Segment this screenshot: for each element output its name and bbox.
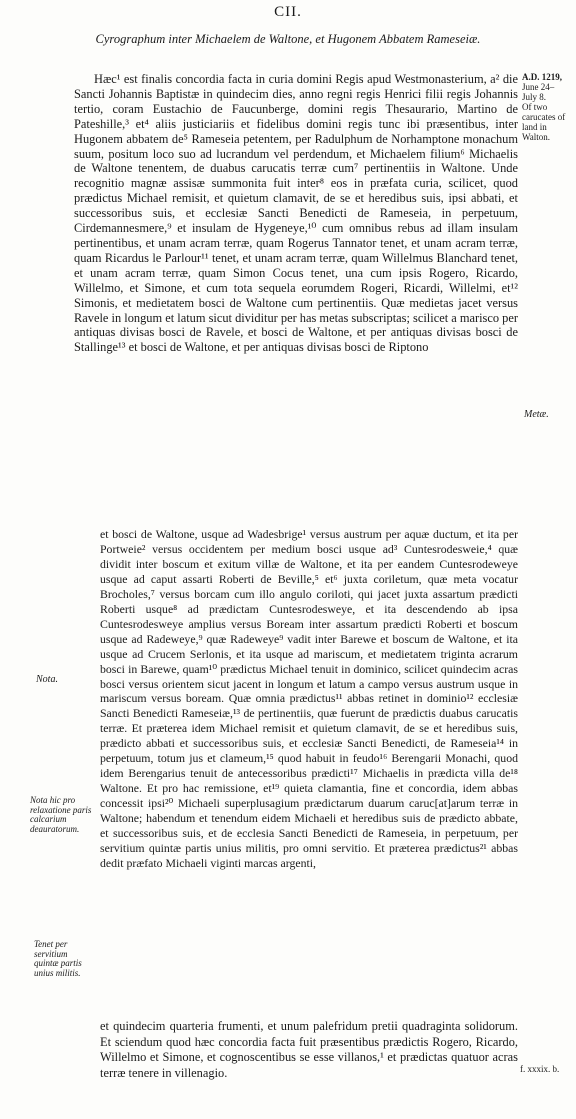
page-number-heading: CII. xyxy=(274,4,302,20)
date-end: July 8. xyxy=(522,92,547,102)
nota-sidenote: Nota. xyxy=(36,674,58,685)
subject-sidenote: Of two carucates of land in Walton. xyxy=(522,102,566,142)
metae-sidenote: Metæ. xyxy=(524,409,549,420)
charter-text-part-3 xyxy=(100,1019,518,1115)
date-year: A.D. 1219, xyxy=(522,72,562,82)
charter-text-part-2 xyxy=(100,527,518,1013)
paragraph: et quindecim quarteria frumenti, et unum palefridum pretii quadraginta solidorum. Et sciendum quod hæc concordia facta fuit præsentibus prædictis Rogero, Ricardo, Willelmo et Simone, et cognoscentibus se esse villanos,¹ et prædictas quatuor acras terræ tenere in villenagio. xyxy=(100,1019,518,1080)
charter-text-part-1 xyxy=(74,72,518,524)
tenet-sidenote: Tenet per servitium quintæ partis unius militis. xyxy=(34,939,82,978)
folio-reference: f. xxxix. b. xyxy=(520,1064,560,1074)
date-start: June 24– xyxy=(522,82,555,92)
paragraph: Hæc¹ est finalis concordia facta in curia domini Regis apud Westmonasterium, a² die Sancti Johannis Baptistæ in quindecim dies, anno regni regis Henrici filii regis Johannis tertio, coram Eustachio de Faucunberge, domini regis Thesaurario, Martino de Pateshille,³ et⁴ aliis justiciariis et fidelibus domini regis tunc ibi præsentibus, inter Hugonem abbatem de⁵ Rameseia petentem, per Radulphum de Norhamptone monachum suum, positum loco suo ad lucrandum vel perdendum, et Michaelem filium⁶ Michaelis de Waltone tenentem, de duabus carucatis terræ cum⁷ pertinentiis in Waltone. Unde recognitio magnæ assisæ summonita fuit inter⁸ eos in præfata curia, scilicet, quod prædictus Michael remisit, et quietum clamavit, de se et heredibus suis, ipsi abbati, et successoribus suis, et ecclesiæ Sancti Benedicti de Rameseia, in perpetuum, Cirdemannesmere,⁹ et insulam de Hygeneye,¹⁰ cum omnibus rebus ad illam insulam pertinentibus, et unam acram terræ, quam Rogerus Tannator tenet, et unam acram terræ, quam Ricardus le Parlour¹¹ tenet, et unam acram terræ, quam Willelmus Blanchard tenet, et unam acram terræ, quam Simon Cocus tenet, una cum ipsis Rogero, Ricardo, Willelmo, et Simone, et cum tota sequela eorumdem Rogeri, Ricardi, Willelmi, et¹² Simonis, et medietatem bosci de Waltone cum pertinentiis. Quæ medietas jacet versus Ravele in longum et latum sicut dividitur per has metas subscriptas; scilicet a marisco per antiquas divisas bosci de Ravele, et bosci de Waltone, et per antiquas divisas bosci de Stallinge¹³ et bosci de Waltone, et per antiquas divisas bosci de Riptono xyxy=(74,72,518,355)
document-title: Cyrographum inter Michaelem de Waltone, et Hugonem Abbatem Rameseiæ. xyxy=(95,32,481,46)
paragraph: et bosci de Waltone, usque ad Wadesbrige¹ versus austrum per aquæ ductum, et ita per Portweie² versus occidentem per medium bosci usque ad³ Cuntesrodesweie,⁴ quæ dividit inter boscum et exitum villæ de Waltone, et ita per eandem Cuntesrodeweye usque ad caput assarti Roberti de Beville,⁵ et⁶ juxta coriletum, quæ meta vocatur Brocholes,⁷ versus borcam cum illo angulo coriloti, qui jacet juxta assartum prædicti Roberti usque⁸ ad prædictam Cuntesrodesweye, et ita descendendo ab ipsa Cuntesrodesweye amplius versus Boream inter assartum prædicti Roberti et boscum usque ad Radeweye,⁹ quæ Radeweye⁹ vadit inter Barewe et boscum de Waltone, et ita usque ad Crucem Serlonis, et ita usque ad mariscum, et medietatem triginta acrarum bosci in Barewe, quam¹⁰ prædictus Michael tenuit in dominico, scilicet quindecim acras bosci versus orientem sicut jacent in longum et latum a campo versus austrum usque in mariscum versus boream. Quæ omnia prædictus¹¹ abbas retinet in dominio¹² ecclesiæ Sancti Benedicti Rameseiæ,¹³ de pertinentiis, quæ fuerunt de prædictis duabus carucatis terræ. Et præterea idem Michael remisit et quietum clamavit, de se et heredibus suis, prædicto abbati et successoribus suis, et ecclesiæ Sancti Benedicti, de Rameseia¹⁴ in perpetuum, totum jus et clameum,¹⁵ quod habuit in feudo¹⁶ Berengarii Monachi, quod idem Berengarius tenuit de antecessoribus prædicti¹⁷ Michaelis in prædicta villa de¹⁸ Waltone. Et pro hac remissione, et¹⁹ quieta clamantia, fine et concordia, idem abbas concessit ipsi²⁰ Michaeli superplusagium prædictarum duarum caruc[at]arum terræ in Waltone; habendum et tenendum eidem Michaeli et heredibus suis de prædicto abbate, et successoribus suis, et de ecclesia Sancti Benedicti de Rameseia, in perpetuum, per servitium quintæ partis unius militis, pro omni servitio. Et præterea prædictus²¹ abbas dedit præfato Michaeli viginti marcas argenti, xyxy=(100,527,518,870)
date-sidenote xyxy=(522,72,576,142)
nota-hic-sidenote: Nota hic pro relaxatione paris calcarium deauratorum. xyxy=(30,795,92,834)
